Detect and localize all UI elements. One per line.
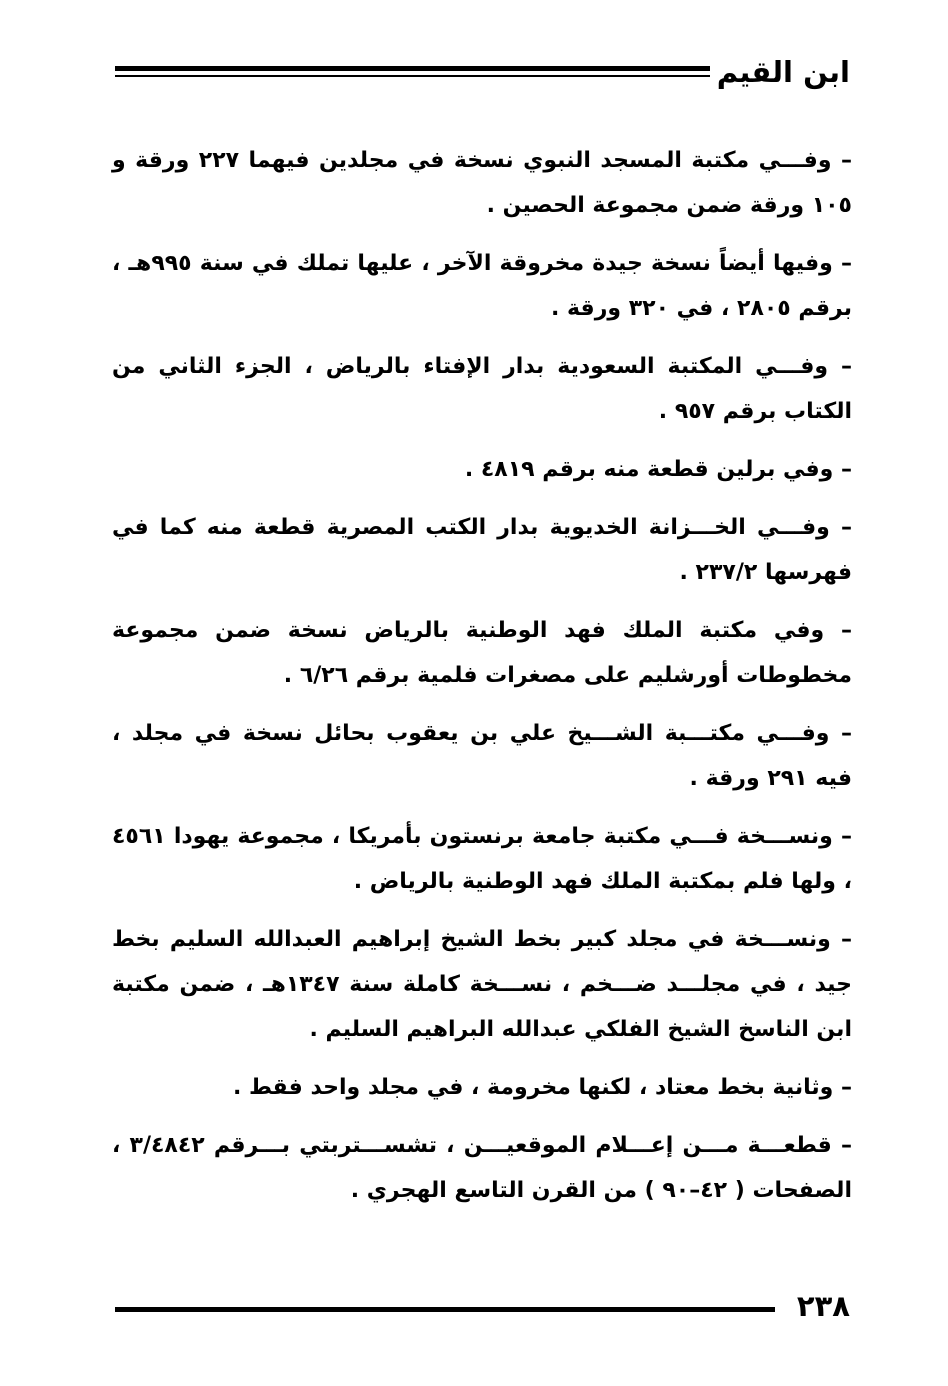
manuscript-entry: – وفي مكتبة الملك فهد الوطنية بالرياض نسخة ضمن مجموعة مخطوطات أورشليم على مصغرات فلمية برقم ٦/٢٦ . <box>112 618 852 688</box>
footer-rule <box>115 1307 775 1312</box>
running-header-title: ابن القيم <box>716 55 850 89</box>
manuscript-entry: – قطعـــة مـــن إعـــلام الموقعيـــن ، تشســـتربتي بـــرقم ٣/٤٨٤٢ ، الصفحات ( ٤٢–٩٠ ) من القرن التاسع الهجري . <box>112 1133 852 1203</box>
manuscript-entry: – ونســـخة فـــي مكتبة جامعة برنستون بأمريكا ، مجموعة يهودا ٤٥٦١ ، ولها فلم بمكتبة الملك فهد الوطنية بالرياض . <box>112 824 852 894</box>
page-number: ٢٣٨ <box>796 1289 850 1323</box>
header-rule-thick <box>115 66 710 71</box>
manuscript-entry: – ونســـخة في مجلد كبير بخط الشيخ إبراهيم العبدالله السليم بخط جيد ، في مجلـــد ضـــخم ، نســـخة كاملة سنة ١٣٤٧هـ ، ضمن مكتبة ابن الناسخ الشيخ الفلكي عبدالله البراهيم السليم . <box>112 927 852 1042</box>
running-header <box>115 52 850 92</box>
manuscript-entry: – وفـــي المكتبة السعودية بدار الإفتاء بالرياض ، الجزء الثاني من الكتاب برقم ٩٥٧ . <box>112 354 852 424</box>
manuscript-entry: – وفيها أيضاً نسخة جيدة مخروقة الآخر ، عليها تملك في سنة ٩٩٥هـ ، برقم ٢٨٠٥ ، في ٣٢٠ ورقة . <box>112 251 852 321</box>
manuscript-entry: – وفـــي مكتبة المسجد النبوي نسخة في مجلدين فيهما ٢٢٧ ورقة و ١٠٥ ورقة ضمن مجموعة الحصين . <box>112 148 852 218</box>
manuscript-entry: – وفـــي الخـــزانة الخديوية بدار الكتب المصرية قطعة منه كما في فهرسها ٢٣٧/٢ . <box>112 515 852 585</box>
manuscript-entry: – وفـــي مكتـــبة الشـــيخ علي بن يعقوب بحائل نسخة في مجلد ، فيه ٢٩١ ورقة . <box>112 721 852 791</box>
page-body <box>112 138 852 1226</box>
header-rule-thin <box>115 75 710 77</box>
page-footer <box>115 1286 850 1326</box>
manuscript-entry: – وفي برلين قطعة منه برقم ٤٨١٩ . <box>464 457 852 482</box>
manuscript-entry: – وثانية بخط معتاد ، لكنها مخرومة ، في مجلد واحد فقط . <box>232 1075 852 1100</box>
